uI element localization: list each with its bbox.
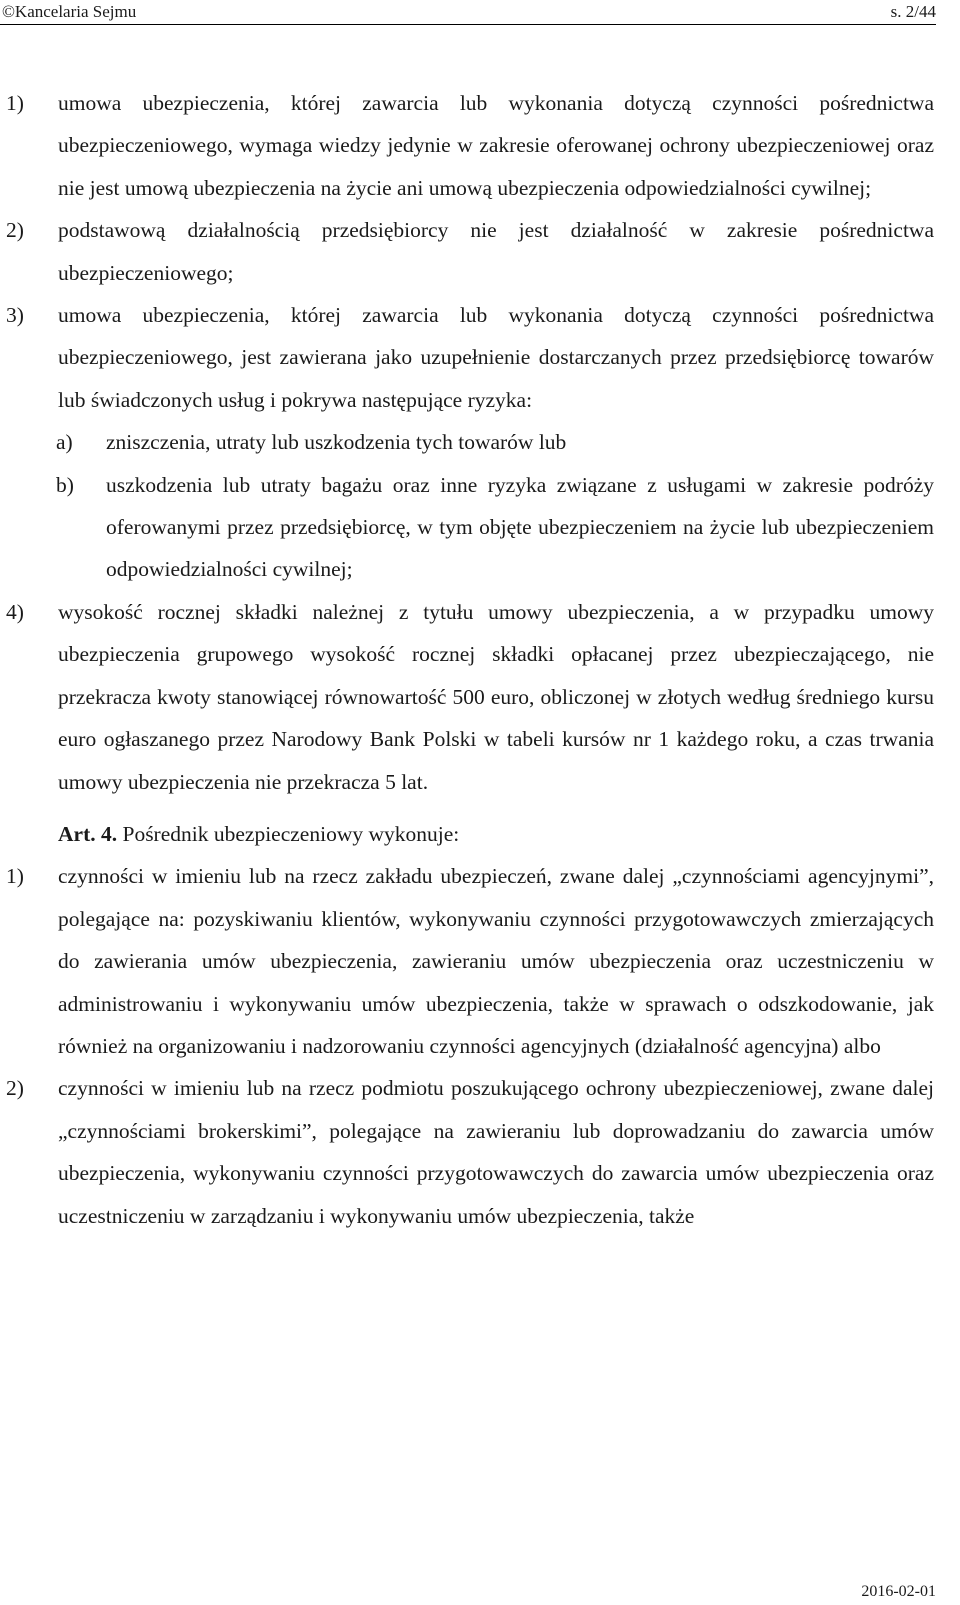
article-intro: Pośrednik ubezpieczeniowy wykonuje: bbox=[122, 821, 460, 846]
list-item-number: 2) bbox=[6, 1076, 24, 1101]
list-item-text: wysokość rocznej składki należnej z tytułu umowy ubezpieczenia, a w przypadku umowy ubezpieczenia grupowego wysokość rocznej składki opłacanej przez ubezpieczającego, nie przekracza kwoty stanowiącej równowartość 500 euro, obliczonej w złotych według średniego kursu euro ogłaszanego przez Narodowy Bank Polski w tabeli kursów nr 1 każdego roku, a czas trwania umowy ubezpieczenia nie przekracza 5 lat. bbox=[58, 599, 934, 794]
page-header bbox=[0, 0, 960, 30]
header-rule bbox=[0, 24, 936, 25]
list-item-text: umowa ubezpieczenia, której zawarcia lub wykonania dotyczą czynności pośrednictwa ubezpieczeniowego, jest zawierana jako uzupełnienie dostarczanych przez przedsiębiorcę towarów lub świadczonych usług i pokrywa następujące ryzyka: bbox=[58, 303, 934, 412]
list-item-number: 2) bbox=[6, 218, 24, 243]
sub-list-item bbox=[56, 421, 934, 463]
sub-list-item-text: zniszczenia, utraty lub uszkodzenia tych towarów lub bbox=[106, 430, 567, 455]
sub-list-item-letter: b) bbox=[56, 472, 74, 497]
sub-list-item bbox=[56, 464, 934, 591]
page-number: s. 2/44 bbox=[890, 2, 936, 21]
document-body bbox=[0, 82, 960, 1237]
list-item bbox=[6, 82, 934, 209]
article-label: Art. 4. bbox=[58, 821, 118, 846]
list-item bbox=[6, 209, 934, 294]
sub-list-item-text: uszkodzenia lub utraty bagażu oraz inne ryzyka związane z usługami w zakresie podróży oferowanymi przez przedsiębiorcę, w tym objęte ubezpieczeniem na życie lub ubezpieczeniem odpowiedzialności cywilnej; bbox=[106, 472, 934, 582]
list-item bbox=[6, 1067, 934, 1237]
copyright-notice: ©Kancelaria Sejmu bbox=[2, 2, 137, 21]
document-date: 2016-02-01 bbox=[861, 1583, 936, 1600]
list-item-number: 3) bbox=[6, 303, 24, 328]
list-item-text: podstawową działalnością przedsiębiorcy nie jest działalność w zakresie pośrednictwa ubezpieczeniowego; bbox=[58, 218, 934, 285]
list-item bbox=[6, 855, 934, 1067]
list-item bbox=[6, 591, 934, 803]
list-item-text: umowa ubezpieczenia, której zawarcia lub wykonania dotyczą czynności pośrednictwa ubezpieczeniowego, wymaga wiedzy jedynie w zakresie oferowanej ochrony ubezpieczeniowej oraz nie jest umową ubezpieczenia na życie ani umową ubezpieczenia odpowiedzialności cywilnej; bbox=[58, 91, 934, 200]
list-item-number: 1) bbox=[6, 91, 24, 115]
list-item-number: 1) bbox=[6, 864, 24, 889]
list-item-text: czynności w imieniu lub na rzecz podmiotu poszukującego ochrony ubezpieczeniowej, zwane dalej „czynnościami brokerskimi”, polegające na zawieraniu lub doprowadzaniu do zawarcia umów ubezpieczenia, wykonywaniu czynności przygotowawczych do zawarcia umów ubezpieczenia oraz uczestniczeniu w zarządzaniu i wykonywaniu umów ubezpieczenia, także bbox=[58, 1076, 934, 1228]
list-item bbox=[6, 294, 934, 421]
sub-list-item-letter: a) bbox=[56, 430, 73, 455]
article-heading bbox=[58, 813, 934, 855]
list-item-text: czynności w imieniu lub na rzecz zakładu ubezpieczeń, zwane dalej „czynnościami agencyjnymi”, polegające na: pozyskiwaniu klientów, wykonywaniu czynności przygotowawczych zmierzających do zawierania umów ubezpieczenia, zawieraniu umów ubezpieczenia oraz uczestniczeniu w administrowaniu i wykonywaniu umów ubezpieczenia, także w sprawach o odszkodowanie, jak również na organizowaniu i nadzorowaniu czynności agencyjnych (działalność agencyjna) albo bbox=[58, 864, 934, 1058]
list-item-number: 4) bbox=[6, 599, 24, 624]
